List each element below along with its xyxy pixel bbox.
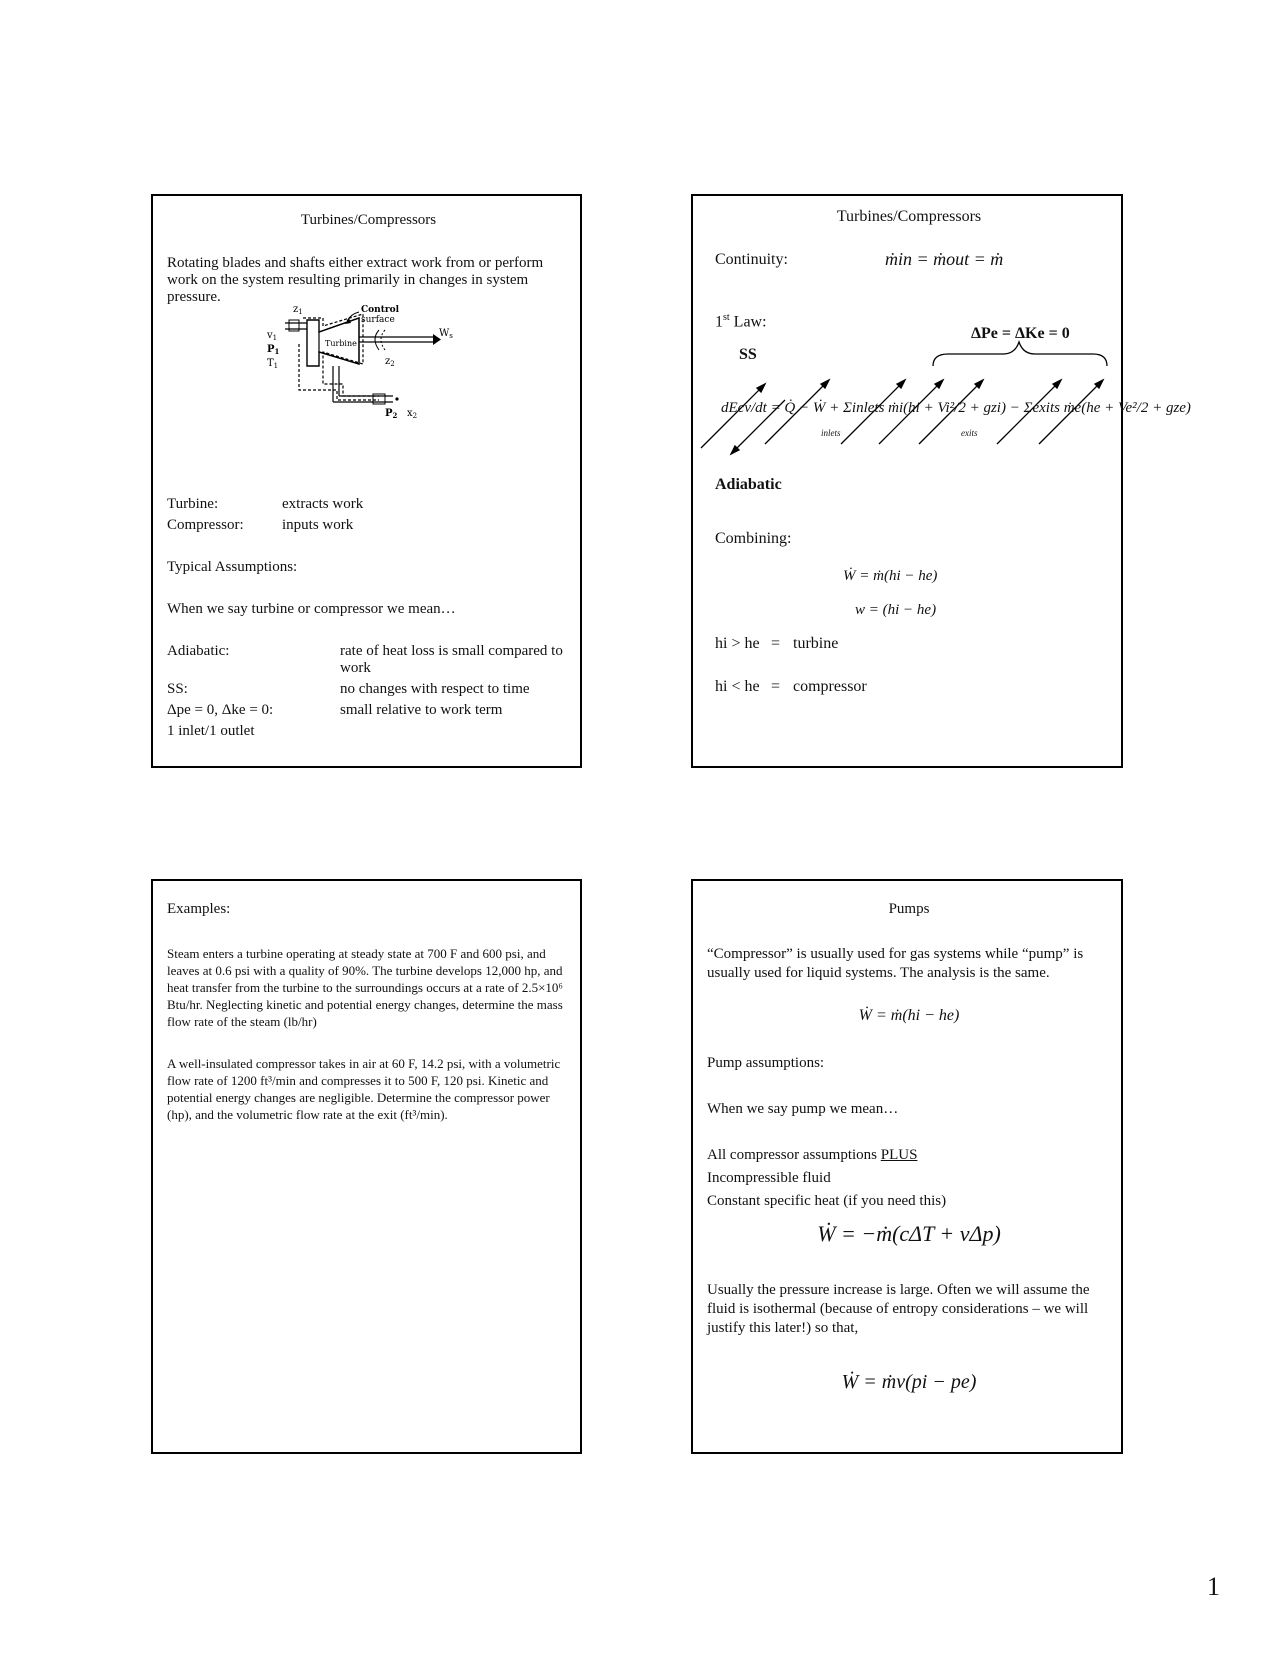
pump-assumptions: Pump assumptions: xyxy=(707,1055,825,1071)
combining-label: Combining: xyxy=(715,530,792,547)
assumption-label-energy: Δpe = 0, Δke = 0: xyxy=(167,702,274,718)
continuity-label: Continuity: xyxy=(715,251,788,268)
label-x2: x xyxy=(407,408,413,419)
slide-pumps xyxy=(691,879,1123,1454)
svg-text:P1 xyxy=(267,344,280,356)
adiabatic-label: Adiabatic xyxy=(715,476,782,493)
label-ws-sub: s xyxy=(449,332,453,340)
label-z2: z xyxy=(385,356,391,367)
incompressible-fluid: Incompressible fluid xyxy=(707,1170,831,1186)
compressor-label: Compressor: xyxy=(167,517,244,533)
label-z1-sub: 1 xyxy=(298,308,303,316)
compressor-desc: inputs work xyxy=(282,517,354,533)
pump-work-isothermal-equation: Ẇ = ṁv(pi − pe) xyxy=(841,1371,977,1393)
svg-text:v1 xyxy=(266,330,277,342)
svg-text:z1 xyxy=(293,304,303,316)
turbine-label: Turbine: xyxy=(167,496,219,512)
svg-text:P2 xyxy=(385,408,398,420)
inlet-outlet: 1 inlet/1 outlet xyxy=(167,723,255,739)
compressor-result: compressor xyxy=(793,678,867,695)
assumption-desc-ss: no changes with respect to time xyxy=(340,681,530,697)
slide-title: Pumps xyxy=(888,901,930,917)
typical-assumptions: Typical Assumptions: xyxy=(167,559,298,575)
turbine-result: turbine xyxy=(793,635,839,652)
svg-text:x2 xyxy=(407,408,417,420)
label-v1-sub: 1 xyxy=(272,334,278,342)
delta-pe-ke-label: ΔPe = ΔKe = 0 xyxy=(971,325,1070,342)
label-turbine: Turbine xyxy=(325,339,357,348)
work-equation: Ẇ = ṁ(hi − he) xyxy=(843,568,938,584)
label-surface: surface xyxy=(361,315,395,325)
example-compressor: A well-insulated compressor takes in air at 60 F, 14.2 psi, with a volumetric flow rate of 1200 ft³/min and compresses it to 500 F, 120 psi. Kinetic and potential energy changes are negligible. Determine the compressor power (hp), and the volumetric flow rate at the exit (ft³/min). xyxy=(167,1056,561,1122)
inlets-label: inlets xyxy=(821,428,841,438)
slide-examples xyxy=(151,879,582,1454)
label-z2-sub: 2 xyxy=(390,360,395,368)
pump-work-cdt-equation: Ẇ = −ṁ(cΔT + vΔp) xyxy=(817,1221,1001,1246)
hi-less-he: hi < he xyxy=(715,678,760,695)
first-law-label: 1st Law: xyxy=(715,312,767,331)
assumption-label-ss: SS: xyxy=(167,681,188,697)
pumps-intro: “Compressor” is usually used for gas systems while “pump” is usually used for liquid systems. The analysis is the same. xyxy=(707,946,1084,981)
label-t1: T xyxy=(267,358,274,369)
isothermal-paragraph: Usually the pressure increase is large. Often we will assume the fluid is isothermal (because of entropy considerations – we will justify this later!) so that, xyxy=(707,1282,1090,1336)
page-number: 1 xyxy=(1207,1572,1220,1601)
slide-title: Turbines/Compressors xyxy=(836,208,982,225)
pump-work-equation: Ẇ = ṁ(hi − he) xyxy=(858,1007,960,1024)
label-p2: P xyxy=(385,408,393,419)
turbine-desc: extracts work xyxy=(282,496,364,512)
label-v1: v xyxy=(267,330,273,341)
label-t1-sub: 1 xyxy=(273,362,279,370)
continuity-equation: ṁin = ṁout = ṁ xyxy=(885,249,1004,269)
exits-label: exits xyxy=(961,428,978,438)
when-we-say: When we say turbine or compressor we mean… xyxy=(167,601,456,617)
label-ws: W xyxy=(439,328,450,339)
ss-label: SS xyxy=(739,346,757,363)
assumption-label-adiabatic: Adiabatic: xyxy=(167,643,230,659)
svg-text:T1 xyxy=(267,358,278,370)
hi-greater-he: hi > he xyxy=(715,635,760,652)
all-compressor-assumptions: All compressor assumptions PLUS xyxy=(707,1147,918,1163)
intro-paragraph: Rotating blades and shafts either extract work from or perform work on the system resulting primarily in changes in system pressure. xyxy=(167,255,544,305)
label-x2-sub: 2 xyxy=(412,412,418,420)
label-control: Control xyxy=(361,305,400,315)
slide-title: Examples: xyxy=(167,901,231,917)
label-z1: z xyxy=(293,304,299,315)
turbine-diagram xyxy=(263,304,463,429)
example-turbine: Steam enters a turbine operating at steady state at 700 F and 600 psi, and leaves at 0.6 psi with a quality of 90%. The turbine develops 12,000 hp, and heat transfer from the turbine to the surroundings occurs at a rate of 2.5×10⁶ Btu/hr. Neglecting kinetic and potential energy changes, determine the mass flow rate of the steam (lb/hr) xyxy=(167,946,563,1029)
label-p1: P xyxy=(267,344,275,355)
slide-title: Turbines/Compressors xyxy=(300,212,437,228)
slide-turbines-first-law xyxy=(691,194,1191,768)
when-we-say-pump: When we say pump we mean… xyxy=(707,1101,899,1117)
slide-turbines-intro xyxy=(151,194,582,768)
equals-sign-2: = xyxy=(771,678,781,695)
svg-text:Ws xyxy=(439,328,453,340)
assumption-desc-adiabatic: rate of heat loss is small compared to work xyxy=(340,643,563,676)
constant-specific-heat: Constant specific heat (if you need this) xyxy=(707,1193,947,1209)
svg-text:z2 xyxy=(385,356,395,368)
energy-equation: dEcv/dt = Q̇ − Ẇ + Σinlets ṁi(hi + Vi²/2 + gzi) − Σexits ṁe(he + Ve²/2 + gze) xyxy=(721,400,1191,416)
plus-underlined: PLUS xyxy=(880,1147,918,1163)
label-p2-sub: 2 xyxy=(392,411,398,420)
assumption-desc-energy: small relative to work term xyxy=(340,702,503,718)
specific-work-equation: w = (hi − he) xyxy=(855,602,937,618)
equals-sign-1: = xyxy=(771,635,781,652)
label-p1-sub: 1 xyxy=(274,347,280,356)
